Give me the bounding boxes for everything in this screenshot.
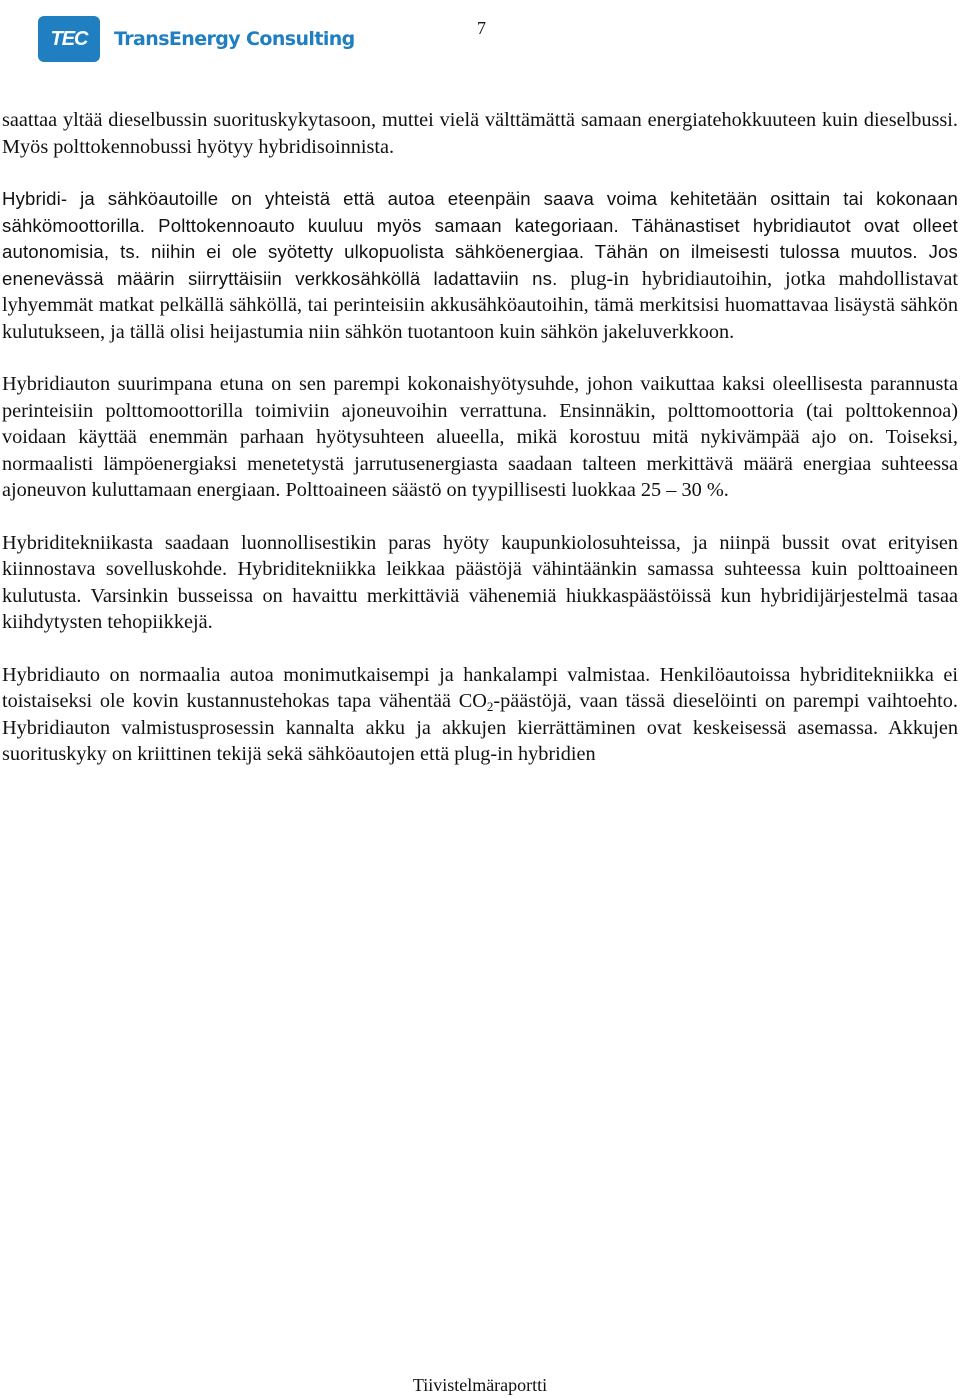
document-body	[2, 107, 958, 794]
company-logo	[38, 14, 355, 64]
paragraph-5-text-after: -päästöjä, vaan tässä dieselöinti on parempi vaihtoehto. Hybridiauton valmistusprosessin kannalta akku ja akkujen kierrättäminen ovat keskeisessä asemassa. Akkujen suorituskyky on kriittinen tekijä sekä sähköautojen että plug-in hybridien	[2, 690, 958, 765]
paragraph-2-serif-text: plug-in hybridiautoihin, jotka mahdollistavat lyhyemmät matkat pelkällä sähköllä, tai perinteisiin akkusähköautoihin, tämä merkitsisi huomattavaa lisäystä sähkön kulutukseen, ja tällä olisi heijastumia niin sähkön tuotantoon kuin sähkön jakeluverkkoon.	[2, 267, 958, 343]
paragraph-1: saattaa yltää dieselbussin suorituskykytasoon, muttei vielä välttämättä samaan energiatehokkuuteen kuin dieselbussi. Myös polttokennobussi hyötyy hybridisoinnista.	[2, 109, 958, 158]
paragraph-5-text-before: Hybridiauto on normaalia autoa monimutkaisempi ja hankalampi valmistaa. Henkilöautoissa hybriditekniikka ei toistaiseksi ole kovin kustannustehokas tapa vähentää CO	[2, 663, 958, 712]
paragraph-2-sans-text: Hybridi- ja sähköautoille on yhteistä että autoa eteenpäin saava voima kehitetään osittain tai kokonaan sähkömoottorilla. Polttokennoauto kuuluu myös samaan kategoriaan. Tähänastiset hybridiautot ovat olleet autonomisia, ts. niihin ei ole syötetty ulkopuolista sähköenergiaa. Tähän on ilmeisesti tulossa muutos. Jos enenevässä määrin siirryttäisiin verkkosähköllä ladattaviin ns.	[2, 188, 958, 289]
paragraph-3: Hybridiauton suurimpana etuna on sen parempi kokonaishyötysuhde, johon vaikuttaa kaksi oleellisesta parannusta perinteisiin polttomoottorilla toimiviin ajoneuvoihin verrattuna. Ensinnäkin, polttomoottoria (tai polttokennoa) voidaan käyttää enemmän parhaan hyötysuhteen alueella, mikä korostuu mitä nykivämpää ajo on. Toiseksi, normaalisti lämpöenergiaksi menetetystä jarrutusenergiasta saadaan talteen merkittävä määrä energiaa suhteessa ajoneuvon kuluttamaan energiaan. Polttoaineen säästö on tyypillisesti luokkaa 25 – 30 %.	[2, 373, 958, 501]
footer-title: Tiivistelmäraportti	[412, 1375, 548, 1395]
paragraph-4: Hybriditekniikasta saadaan luonnollisestikin paras hyöty kaupunkiolosuhteissa, ja niinpä bussit ovat erityisen kiinnostava sovelluskohde. Hybriditekniikka leikkaa päästöjä vähintäänkin samassa suhteessa kuin polttoaineen kulutusta. Varsinkin busseissa on havaittu merkittäviä vähenemiä hiukkaspäästöissä kun hybridijärjestelmä tasaa kiihdytysten tehopiikkejä.	[2, 531, 958, 633]
paragraph-2	[2, 186, 958, 345]
paragraph-5	[2, 662, 958, 768]
logo-company-name: TransEnergy Consulting	[114, 28, 355, 50]
co2-subscript: 2	[486, 699, 494, 714]
logo-badge-text: TEC	[50, 27, 88, 50]
logo-badge	[38, 16, 100, 62]
page-number: 7	[477, 18, 486, 38]
